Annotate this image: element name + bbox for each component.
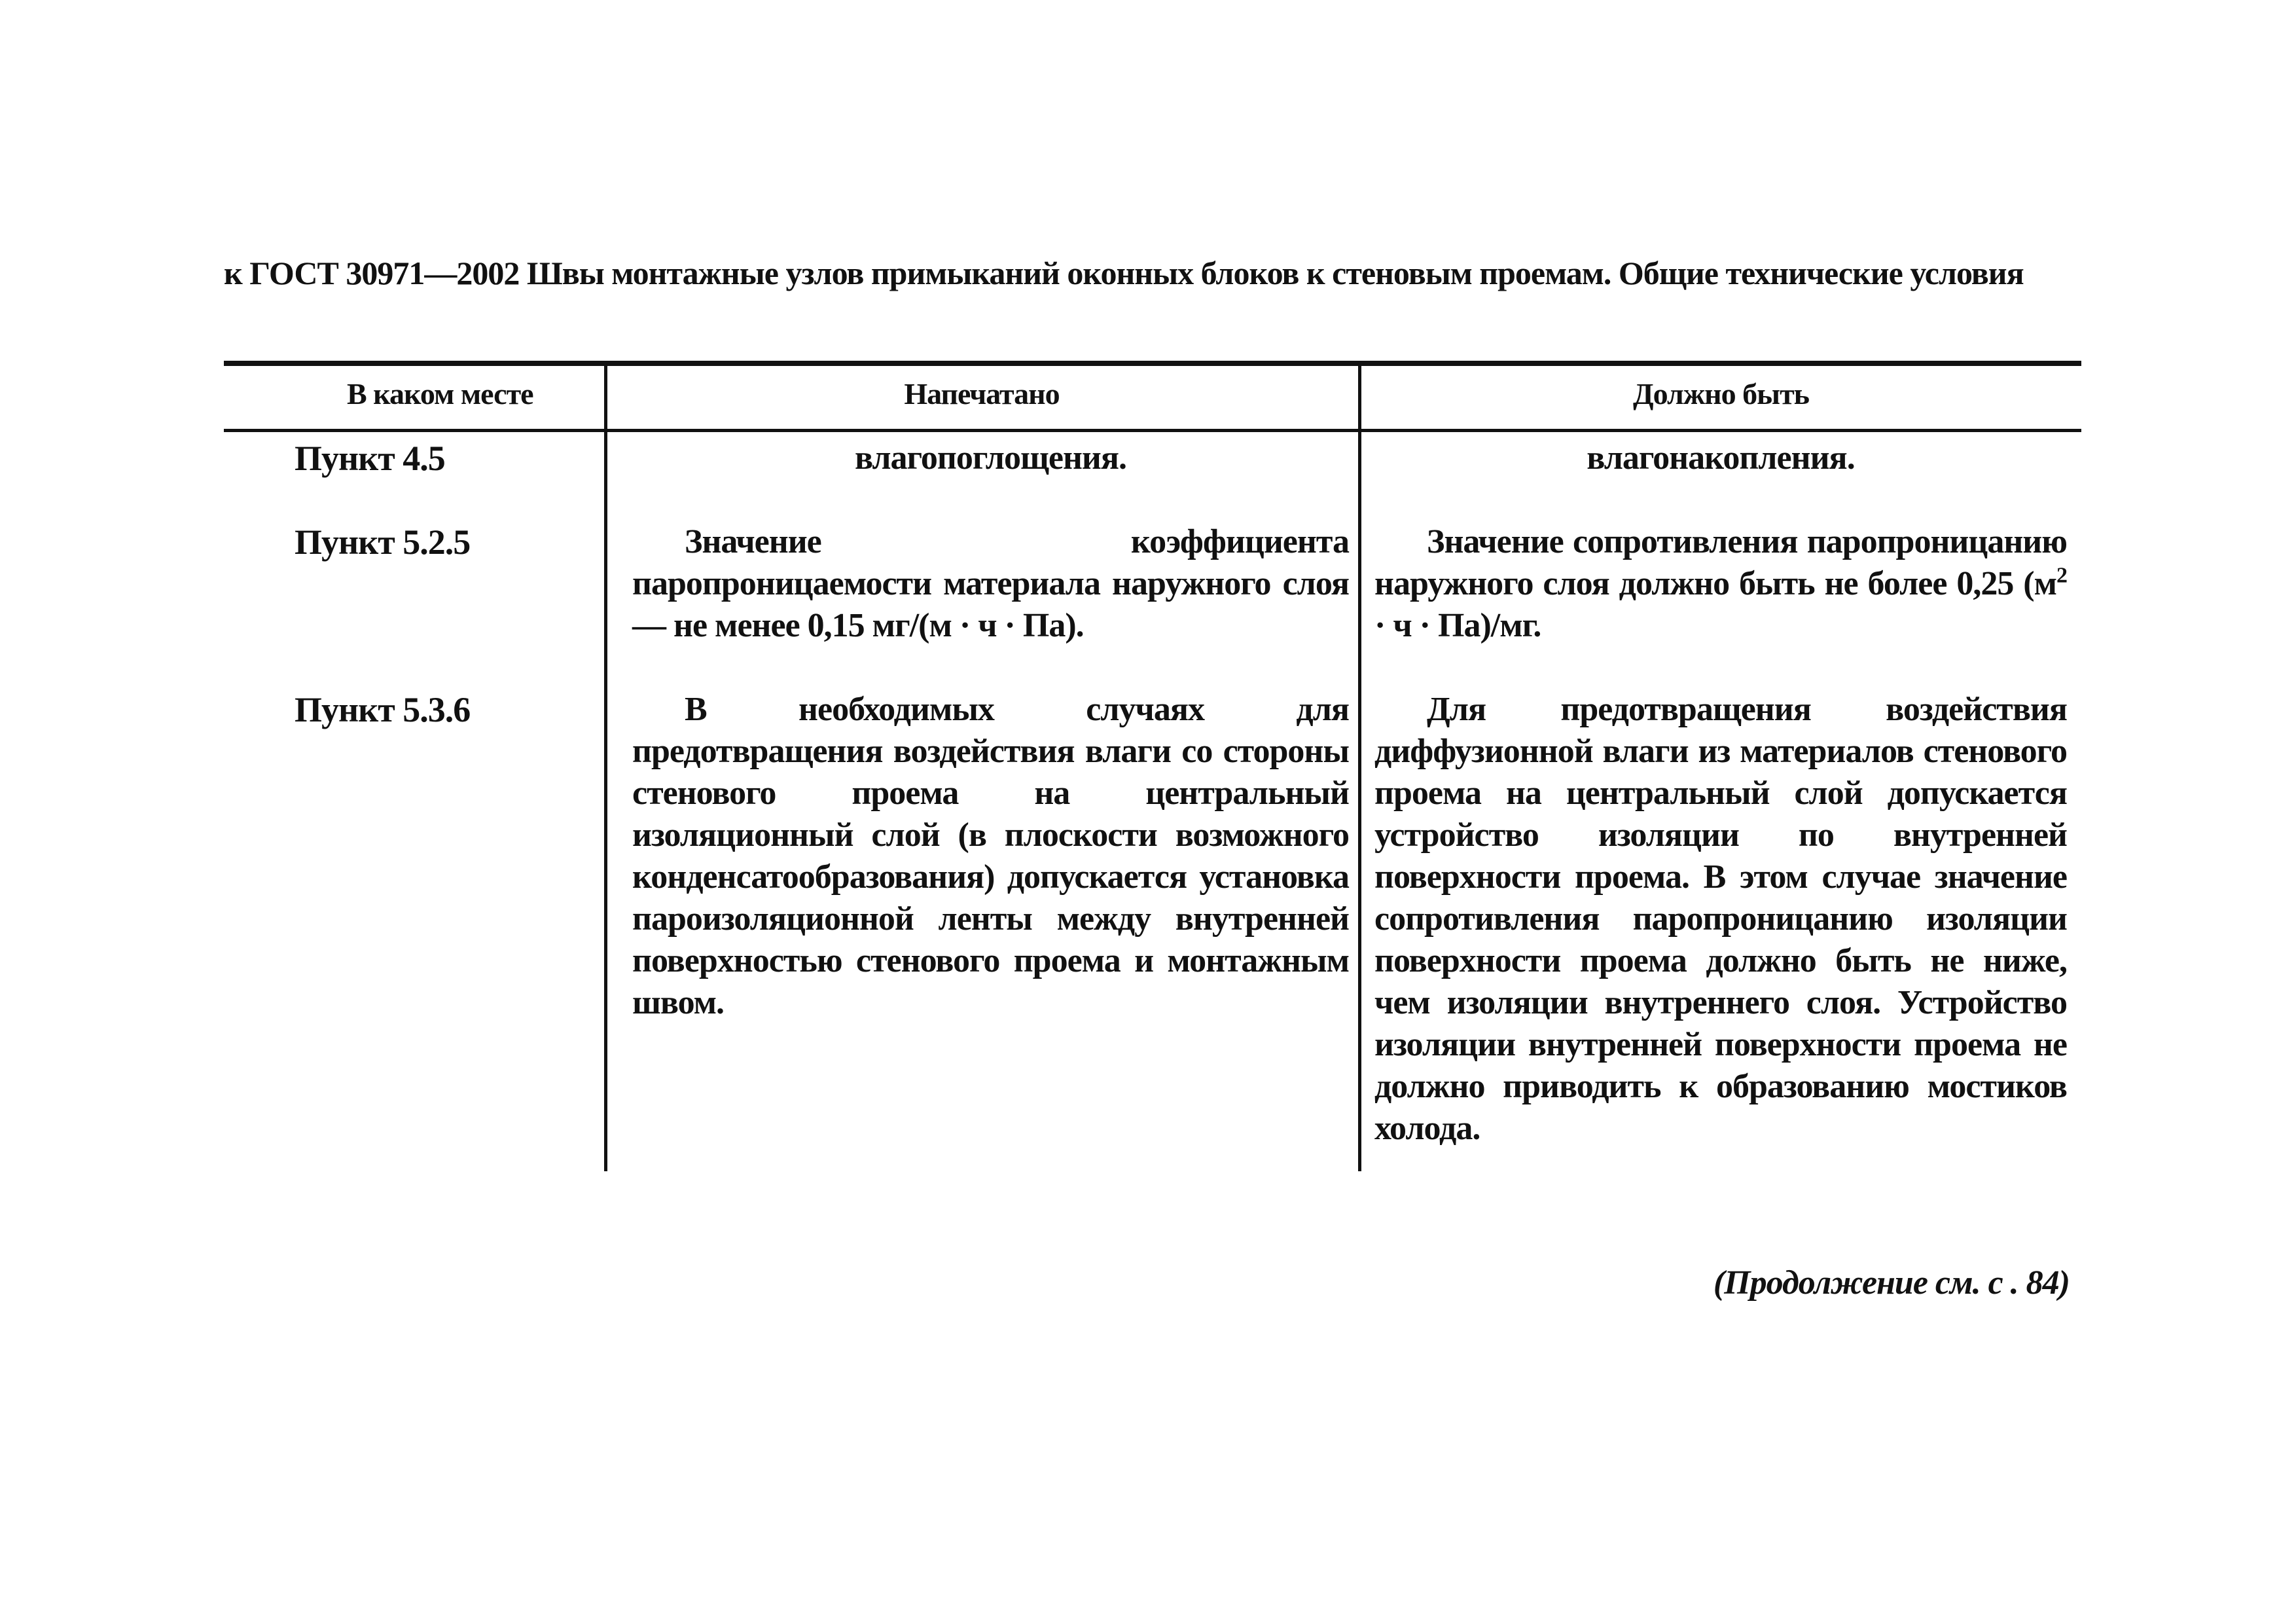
superscript-exponent: 2 (2056, 563, 2067, 588)
row-place: Пункт 5.2.5 (295, 522, 471, 562)
row-correct (1374, 521, 2067, 647)
row-correct: влагонакопления. (1587, 439, 1855, 477)
row-printed: влагопоглощения. (854, 439, 1127, 477)
row-correct: Для предотвращения воздействия диффузионной влаги из материалов стенового проема на центральный слой допускается устройство изоляции по внутренней поверхности проема. В этом случае значение сопротивления паропроницанию изоляции поверхности проема должно быть не ниже, чем изоляции внутреннего слоя. Устройство изоляции внутренней поверхности проема не должно приводить к образованию мостиков холода. (1374, 691, 2067, 1147)
continuation-note: (Продолжение см. с . 84) (1713, 1264, 2070, 1302)
row-place: Пункт 4.5 (295, 439, 445, 478)
column-header-place: В каком месте (347, 377, 533, 410)
correct-text-part-1: Значение сопротивления паропроницанию наружного слоя должно быть не более 0,25 (м (1374, 523, 2067, 602)
column-header-correct: Должно быть (1632, 377, 1810, 410)
table-top-rule (224, 361, 2081, 366)
row-printed: В необходимых случаях для предотвращения воздействия влаги со стороны стенового проема на центральный изоляционный слой (в плоскости возможного конденсатообразования) допускается установка пароизоляционной ленты между внутренней поверхностью стенового проема и монтажным швом. (632, 691, 1349, 1021)
document-heading: к ГОСТ 30971—2002 Швы монтажные узлов примыканий оконных блоков к стеновым проемам. Общие технические условия (224, 255, 2024, 291)
table-header-rule (224, 429, 2081, 432)
row-printed: Значение коэффициента паропроницаемости материала наружного слоя — не менее 0,15 мг/(м · ч · Па). (632, 523, 1349, 644)
correct-text-part-2: · ч · Па)/мг. (1374, 607, 1541, 644)
column-divider-2 (1358, 366, 1361, 1171)
row-place: Пункт 5.3.6 (295, 690, 471, 729)
column-divider-1 (604, 366, 607, 1171)
column-header-printed: Напечатано (904, 377, 1060, 410)
